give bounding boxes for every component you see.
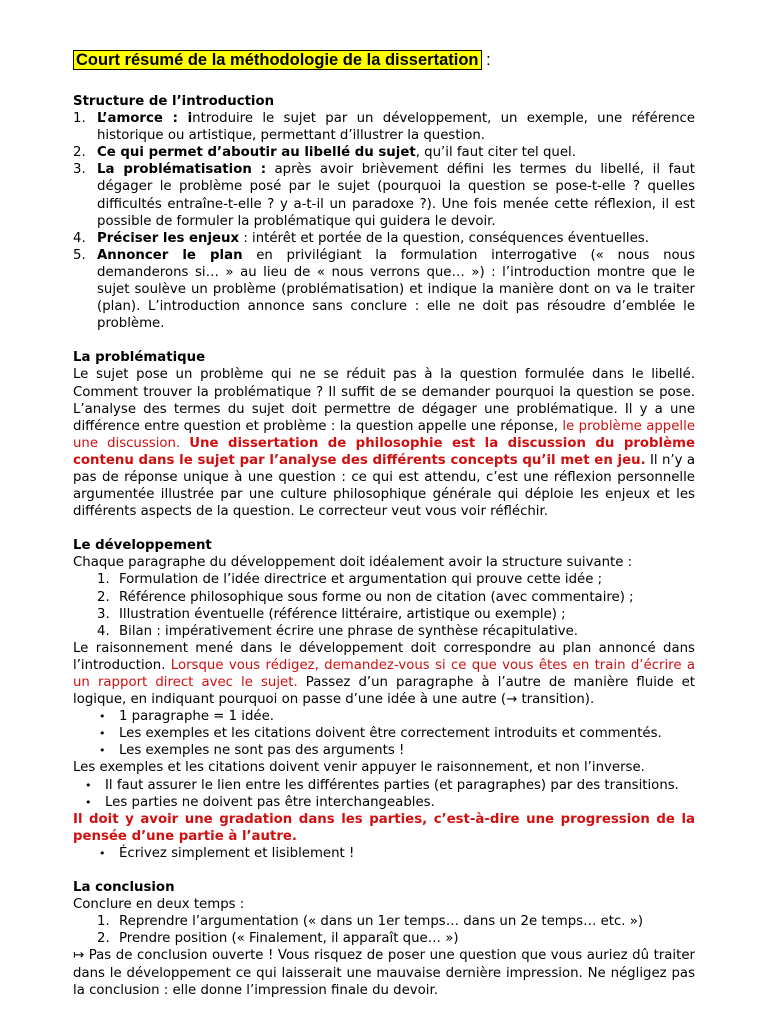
intro-step: [73, 110, 695, 144]
step-number: 1.: [97, 914, 110, 930]
structure-step: [73, 606, 695, 623]
developpement-intro: Chaque paragraphe du développement doit idéalement avoir la structure suivante :: [73, 555, 633, 571]
heading-conclusion: La conclusion: [73, 880, 175, 896]
bullet-text: Les exemples et les citations doivent être correctement introduits et commentés.: [119, 726, 662, 742]
step-number: 2.: [97, 589, 110, 605]
step-number: 4.: [97, 623, 110, 639]
structure-step: [73, 589, 695, 606]
document-title: Court résumé de la méthodologie de la dissertation: [73, 50, 482, 70]
bullet-text: 1 paragraphe = 1 idée.: [119, 709, 274, 725]
problematique-highlight: le problème appelle une discussion.: [73, 418, 695, 451]
step-keyword: La problématisation :: [97, 162, 267, 178]
step-text: Reprendre l’argumentation (« dans un 1er temps… dans un 2e temps… etc. »): [119, 914, 644, 930]
intro-steps-list: [73, 110, 695, 332]
step-keyword: Annoncer le plan: [97, 247, 243, 263]
step-text: ntroduire le sujet par un développement, un exemple, une référence historique ou artistique, permettant d’illustrer la question.: [97, 111, 695, 144]
problematique-text-end: Il n’y a pas de réponse unique à une question : ce qui est attendu, c’est une réflexion personnelle argumentée illustrée par une culture philosophique générale qui déploie les enjeux et les différents aspects de la question. Le correcteur veut vous voir réfléchir.: [73, 452, 696, 520]
bullet-text: Les exemples ne sont pas des arguments !: [119, 743, 405, 759]
section-introduction: [73, 93, 695, 332]
examples-note: Les exemples et les citations doivent venir appuyer le raisonnement, et non l’inverse.: [73, 760, 645, 776]
developpement-paragraph: [73, 640, 695, 708]
problematique-key-statement: Une dissertation de philosophie est la discussion du problème contenu dans le sujet par l’analyse des différents concepts qu’il met en jeu.: [73, 435, 695, 468]
document-page: [73, 50, 695, 1016]
problematique-text: Le sujet pose un problème qui ne se réduit pas à la question formulée dans le libellé. Comment trouver la problématique ? Il suffit de se demander pourquoi la question se pose. L’analyse des termes du sujet doit permettre de dégager une problématique. Il y a une différence entre question et problème : la question appelle une réponse,: [73, 367, 695, 434]
title-colon: :: [481, 51, 491, 69]
bullet-item: [73, 794, 695, 811]
step-text: : intérêt et portée de la question, conséquences éventuelles.: [239, 230, 649, 246]
step-keyword: L’amorce : i: [97, 111, 193, 127]
step-keyword: Préciser les enjeux: [97, 230, 240, 246]
heading-problematique: La problématique: [73, 350, 206, 366]
section-conclusion: [73, 879, 695, 999]
tips-list-1: [73, 708, 695, 759]
step-number: 3.: [97, 606, 110, 622]
structure-step: [73, 623, 695, 640]
bullet-item: [73, 725, 695, 742]
step-text: en privilégiant la formulation interrogative (« nous nous demanderons si… » au lieu de « nous verrons que… ») : l’introduction montre que le sujet soulève un problème (problématisation) et indique la manière dont on va le traiter (plan). L’introduction annonce sans conclure : elle ne doit pas résoudre d’emblée le problème.: [97, 247, 695, 332]
bullet-icon: •: [99, 710, 106, 724]
bullet-text: Écrivez simplement et lisiblement !: [119, 845, 355, 861]
bullet-item: [73, 845, 695, 862]
section-problematique: [73, 349, 695, 520]
step-number: 2.: [73, 145, 86, 161]
step-text: Référence philosophique sous forme ou non de citation (avec commentaire) ;: [119, 589, 634, 605]
tips-list-2: [73, 777, 695, 811]
section-developpement: [73, 537, 695, 862]
intro-step: [73, 161, 695, 229]
developpement-text: Le raisonnement mené dans le développement doit correspondre au plan annoncé dans l’introduction.: [73, 640, 695, 673]
bullet-icon: •: [99, 846, 106, 860]
conclusion-step: [73, 930, 695, 947]
tips-list-3: [73, 845, 695, 862]
step-number: 5.: [73, 247, 86, 263]
document-title-line: [73, 50, 695, 71]
conclusion-final: ↦ Pas de conclusion ouverte ! Vous risquez de poser une question que vous auriez dû traiter dans le développement ce qui laisserait une mauvaise dernière impression. Ne négligez pas la conclusion : elle donne l’impression finale du devoir.: [73, 948, 695, 998]
step-number: 2.: [97, 931, 110, 947]
developpement-highlight: Lorsque vous rédigez, demandez-vous si ce que vous êtes en train d’écrire a un rapport direct avec le sujet.: [73, 657, 695, 690]
developpement-text-end: Passez d’un paragraphe à l’autre de manière fluide et logique, en indiquant pourquoi on passe d’une idée à une autre (→ transition).: [73, 675, 696, 708]
step-number: 1.: [97, 572, 110, 588]
bullet-item: [73, 708, 695, 725]
structure-step: [73, 571, 695, 588]
step-number: 4.: [73, 230, 86, 246]
conclusion-step: [73, 913, 695, 930]
step-text: Bilan : impérativement écrire une phrase de synthèse récapitulative.: [119, 623, 579, 639]
step-text: Illustration éventuelle (référence littéraire, artistique ou exemple) ;: [119, 606, 566, 622]
problematique-paragraph: [73, 366, 695, 520]
bullet-text: Les parties ne doivent pas être interchangeables.: [105, 794, 435, 810]
bullet-icon: •: [99, 744, 106, 758]
conclusion-intro: Conclure en deux temps :: [73, 897, 245, 913]
gradation-statement: Il doit y avoir une gradation dans les parties, c’est-à-dire une progression de la pensée d’une partie à l’autre.: [73, 811, 695, 844]
step-text: après avoir brièvement défini les termes du libellé, il faut dégager le problème posé par le sujet (pourquoi la question se pose-t-elle ? quelles difficultés entraîne-t-elle ? y a-t-il un paradoxe ?). Une fois menée cette réflexion, il est possible de formuler la problématique qui guidera le devoir.: [97, 162, 695, 229]
bullet-icon: •: [85, 795, 92, 809]
step-text: , qu’il faut citer tel quel.: [415, 145, 576, 161]
heading-developpement: Le développement: [73, 538, 212, 554]
bullet-item: [73, 742, 695, 759]
intro-step: [73, 144, 695, 161]
heading-introduction: Structure de l’introduction: [73, 94, 275, 109]
step-number: 1.: [73, 111, 86, 127]
paragraph-structure-list: [73, 571, 695, 639]
conclusion-steps-list: [73, 913, 695, 947]
step-number: 3.: [73, 162, 86, 178]
bullet-icon: •: [99, 727, 106, 741]
bullet-item: [73, 777, 695, 794]
step-keyword: Ce qui permet d’aboutir au libellé du sujet: [97, 145, 416, 161]
bullet-icon: •: [85, 778, 92, 792]
intro-step: [73, 230, 695, 247]
spacer: [180, 436, 189, 451]
intro-step: [73, 247, 695, 332]
step-text: Formulation de l’idée directrice et argumentation qui prouve cette idée ;: [119, 572, 603, 588]
bullet-text: Il faut assurer le lien entre les différentes parties (et paragraphes) par des transitions.: [105, 777, 679, 793]
step-text: Prendre position (« Finalement, il apparaît que… »): [119, 931, 459, 947]
